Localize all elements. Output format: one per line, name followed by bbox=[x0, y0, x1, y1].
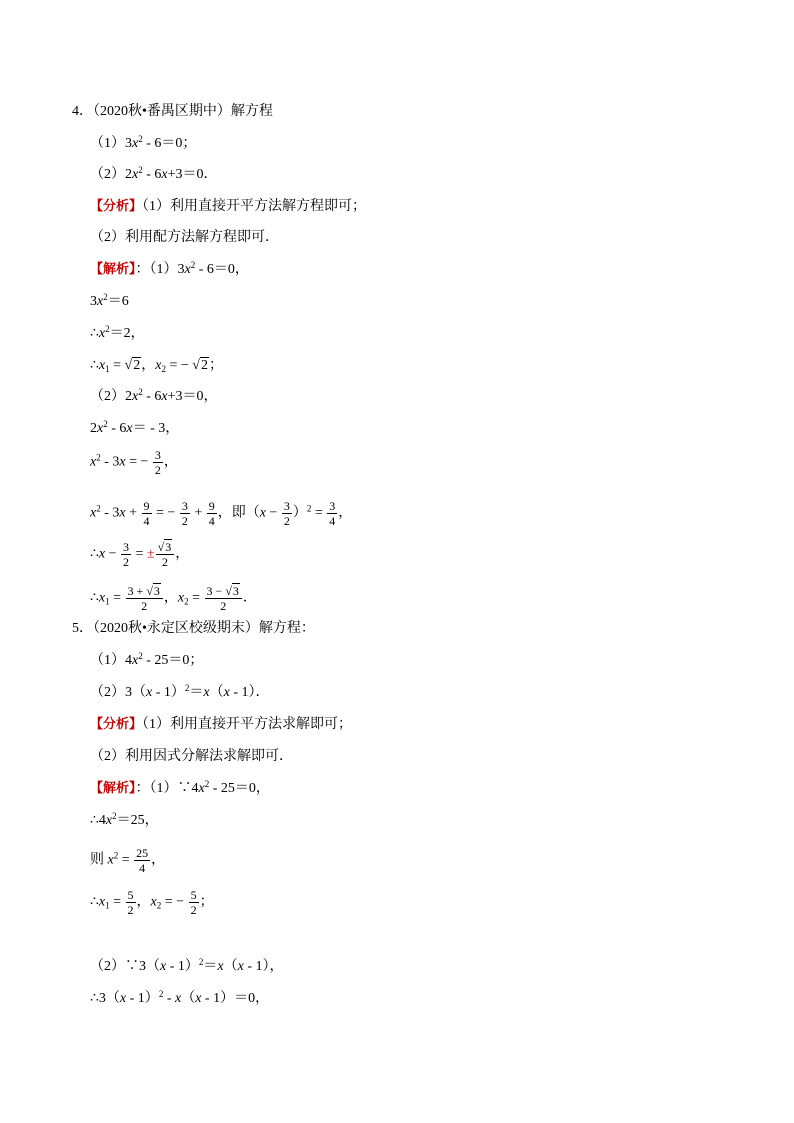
problem-4-solution-intro: 【解析】：$(1)3x^2 - 6=0$， bbox=[90, 260, 249, 277]
p4-step-8: ∴x − $\frac{3}{2}$ = ± $\frac{√3}{2}$ ， bbox=[90, 540, 190, 569]
problem-5-question-1: $(1)4x^2 - 25=0$； bbox=[90, 651, 204, 668]
analysis-tag: 【分析】 bbox=[90, 717, 143, 732]
p5-step-1: $\therefore 4x^2=25$， bbox=[90, 811, 159, 828]
p4-step-9: $\therefore x_1$ = $\frac{3 + √3}{2}$ ，$x_2$ = $\frac{3 - √3}{2}$ ． bbox=[90, 584, 257, 613]
p4-step-4: $(2)2x^2 - 6x+3=0$， bbox=[90, 387, 218, 404]
p4-step-7: $x^2 - 3x$ + $\frac{9}{4}$ = − $\frac{3}{2}$ + $\frac{9}{4}$ ，即（x − $\frac{3}{2}$ ）$^2$ = $\frac{3}{4}$ ， bbox=[90, 499, 353, 528]
p4-step-2: $\therefore x^2=2$， bbox=[90, 324, 145, 341]
problem-4-question-2: $(2)2x^2 - 6x+3=0$． bbox=[90, 165, 218, 182]
problem-5-title: 5．（2020秋•永定区校级期末）解方程： bbox=[72, 621, 315, 636]
problem-5-solution-intro: 【解析】：$(1)\because 4x^2 - 25=0$， bbox=[90, 779, 270, 796]
problem-5-analysis-2: （2）利用因式分解法求解即可． bbox=[90, 749, 293, 764]
problem-5-question-2: （2）3（x - 1）$^2$＝x（x - 1）． bbox=[90, 683, 270, 700]
analysis-tag: 【分析】 bbox=[90, 199, 143, 214]
problem-4-analysis: 【分析】（1）利用直接开平方法解方程即可； bbox=[90, 199, 367, 214]
problem-5-analysis: 【分析】（1）利用直接开平方法求解即可； bbox=[90, 717, 353, 732]
problem-4-question-1: $(1)3x^2 - 6=0$； bbox=[90, 134, 197, 151]
p4-step-6: $x^2 - 3x$ = − $\frac{3}{2}$ ， bbox=[90, 448, 178, 477]
p5-step-4: （2）∵3（x - 1）$^2$＝x（x - 1）， bbox=[90, 957, 284, 974]
problem-4-title: 4．（2020秋•番禺区期中）解方程 bbox=[72, 104, 273, 119]
p4-step-1: $3x^2=6$ bbox=[90, 292, 129, 309]
solution-tag: 【解析】 bbox=[90, 262, 136, 277]
p4-step-3: $\therefore x_1 = √2$，$x_2$ = − √2； bbox=[90, 358, 223, 374]
p5-step-2: 则 $x^2$ = $\frac{25}{4}$ ， bbox=[90, 846, 166, 875]
p4-step-5: $2x^2 - 6x= - 3$， bbox=[90, 419, 180, 436]
solution-tag: 【解析】 bbox=[90, 781, 136, 796]
p5-step-3: $\therefore x_1$ = $\frac{5}{2}$ ，$x_2$ = − $\frac{5}{2}$ ； bbox=[90, 888, 214, 917]
p5-step-5: ∴3（x - 1）$^2$ - x（x - 1）＝0， bbox=[90, 989, 270, 1006]
problem-4-analysis-2: （2）利用配方法解方程即可． bbox=[90, 230, 279, 245]
